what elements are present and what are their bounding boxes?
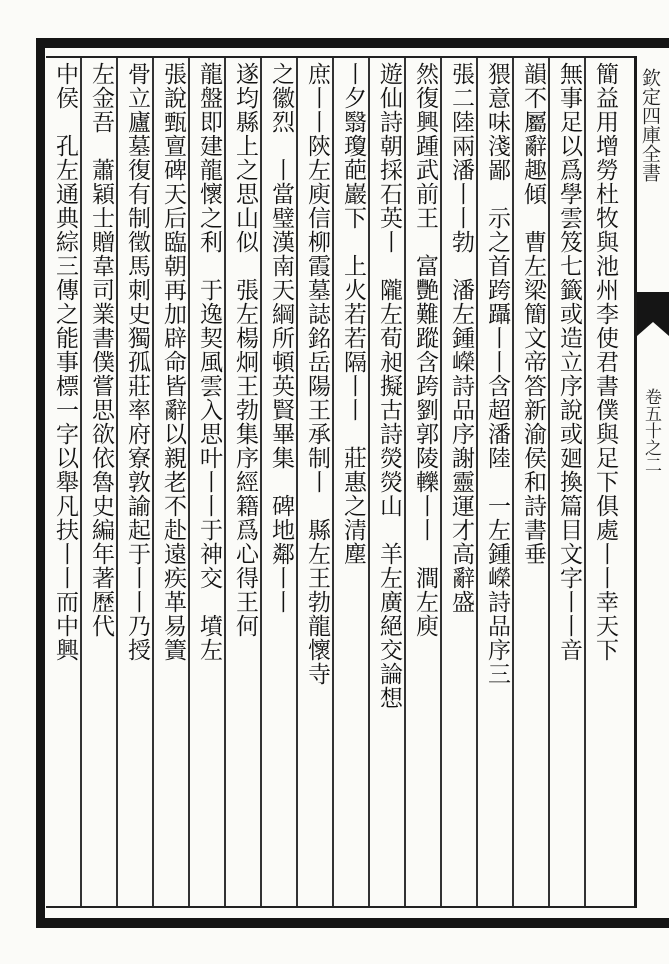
text-column-9: 庶丨丨陝左庾信柳霞墓誌銘岳陽王承制丨 縣左王勃龍懷寺 xyxy=(304,62,330,686)
text-column-4: 猥意味淺鄙 示之首跨躡丨丨含超潘陸 一左鍾嶸詩品序三 xyxy=(484,62,510,686)
column-rule xyxy=(116,58,118,906)
text-column-7: 遊仙詩朝採石英丨 隴左荀昶擬古詩熒熒山 羊左廣絕交論想 xyxy=(376,62,402,710)
column-rule xyxy=(476,58,478,906)
column-rule xyxy=(260,58,262,906)
column-rule xyxy=(224,58,226,906)
column-rule xyxy=(296,58,298,906)
frame-bottom-border xyxy=(36,918,669,928)
frame-inner-bottom-line xyxy=(46,906,636,908)
fishtail-mark-icon xyxy=(637,292,669,336)
column-rule xyxy=(80,58,82,906)
text-column-10: 之徽烈 丨當璧漢南天綱所頓英賢畢集 碑地鄰丨丨 xyxy=(268,62,294,614)
book-title: 欽定四庫全書 xyxy=(639,68,661,182)
text-column-12: 龍盤即建龍懷之利 于逸契風雲入思叶丨丨于神交 墳左 xyxy=(196,62,222,662)
text-column-16: 中侯 孔左通典綜三傳之能事標一字以舉凡扶丨丨而中興 xyxy=(52,62,78,662)
text-column-3: 韻不屬辭趣傾 曹左梁簡文帝答新渝侯和詩書垂 xyxy=(520,62,546,566)
text-column-8: 丨夕翳瓊葩巖下 上火若若隔丨丨 莊惠之清塵 xyxy=(340,62,366,566)
text-column-13: 張說甄亶碑天后臨朝再加辟命皆辭以親老不赴遠疾革易簀 xyxy=(160,62,186,662)
column-rule xyxy=(548,58,550,906)
frame-top-border xyxy=(36,38,669,48)
text-column-15: 左金吾 蕭穎士贈韋司業書僕嘗思欲依魯史編年著歷代 xyxy=(88,62,114,638)
text-column-11: 遂均縣上之思山似 張左楊炯王勃集序經籍爲心得王何 xyxy=(232,62,258,638)
column-rule xyxy=(152,58,154,906)
column-rule xyxy=(368,58,370,906)
chapter-label: 卷五十之二 xyxy=(641,388,661,473)
text-column-14: 骨立廬墓復有制徵馬刺史獨孤莊率府寮敦諭起于丨丨乃授 xyxy=(124,62,150,662)
text-column-2: 無事足以爲學雲笈七籤或造立序說或廻換篇目文字丨丨音 xyxy=(556,62,582,662)
text-column-6: 然復興踵武前王 富艷難蹤含跨劉郭陵轢丨丨 澗左庾 xyxy=(412,62,438,638)
column-rule xyxy=(584,58,586,906)
text-column-5: 張二陸兩潘丨丨勃 潘左鍾嶸詩品序謝靈運才高辭盛 xyxy=(448,62,474,614)
column-rule xyxy=(404,58,406,906)
page-fold-margin xyxy=(637,56,669,908)
column-rule xyxy=(188,58,190,906)
column-rule xyxy=(440,58,442,906)
column-rule xyxy=(332,58,334,906)
text-column-1: 簡益用增勞杜牧與池州李使君書僕與足下俱處丨丨幸天下 xyxy=(592,62,618,662)
column-rule xyxy=(512,58,514,906)
frame-left-border xyxy=(36,38,45,928)
